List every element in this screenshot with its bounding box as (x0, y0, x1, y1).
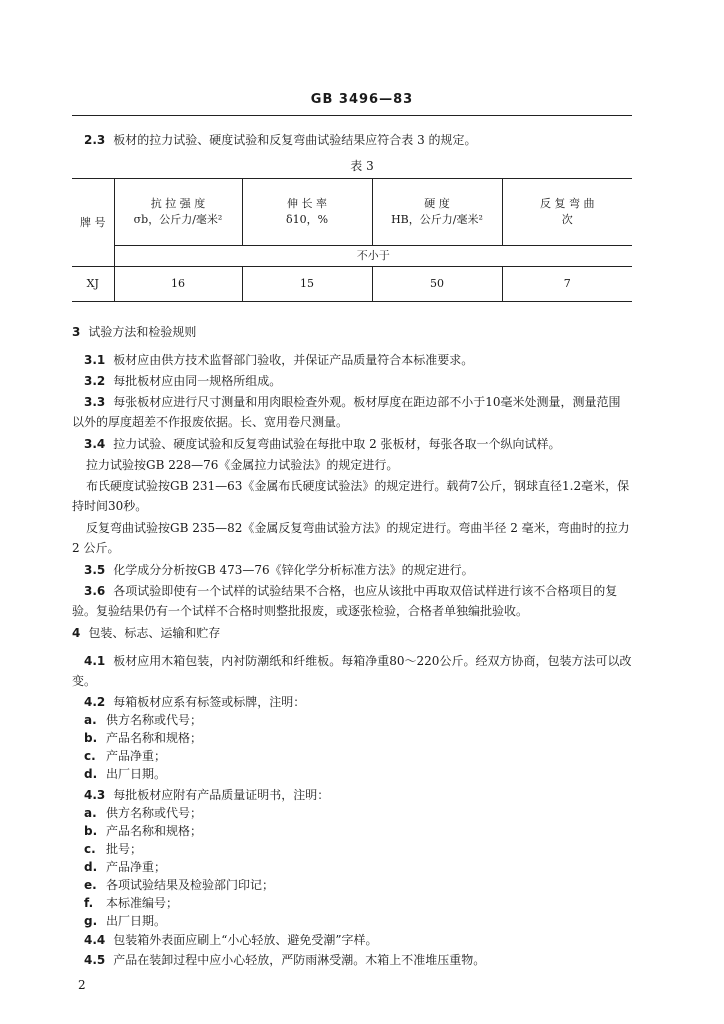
clause-3-1 (84, 350, 634, 370)
section-title: 包装、标志、运输和贮存 (88, 626, 221, 640)
clause-3-2 (84, 371, 634, 391)
clause-3-4-hardness: 布氏硬度试验按GB 231—63《金属布氏硬度试验法》的规定进行。载荷7公斤，钢球直径1.2毫米，保持时间30秒。 (72, 479, 630, 513)
clause-number: 4.1 (84, 654, 106, 668)
header-rule (72, 115, 632, 116)
list-item: b. 产品名称和规格； (84, 731, 203, 745)
not-less-than: 不小于 (114, 246, 632, 267)
header-tensile (114, 179, 242, 246)
clause-text: 每批板材应由同一规格所组成。 (113, 374, 282, 388)
section-number: 3 (72, 325, 81, 339)
clause-4-4 (84, 930, 634, 950)
clause-3-4-tensile: 拉力试验按GB 228—76《金属拉力试验法》的规定进行。 (86, 458, 399, 472)
list-item: g. 出厂日期。 (84, 914, 167, 928)
list-item: b. 产品名称和规格； (84, 824, 203, 838)
standard-header: GB 3496—83 (310, 92, 414, 107)
clause-3-5 (84, 560, 634, 580)
clause-text: 化学成分分析按GB 473—76《锌化学分析标准方法》的规定进行。 (113, 563, 474, 577)
table-caption: 表 3 (350, 159, 374, 173)
clause-text: 各项试验即使有一个试样的试验结果不合格，也应从该批中再取双倍试样进行该不合格项目的复验。复验结果仍有一个试样不合格时则整批报废，或逐张检验，合格者单独编批验收。 (72, 584, 618, 618)
clause-4-5 (84, 950, 634, 970)
clause-text: 每箱板材应系有标签或标牌，注明： (113, 695, 306, 709)
header-hardness-unit: HB，公斤力/毫米² (391, 213, 483, 226)
list-item: c. 产品净重； (84, 749, 167, 763)
section-4-heading (72, 624, 220, 641)
clause-text: 包装箱外表面应刷上“小心轻放、避免受潮”字样。 (113, 933, 378, 947)
clause-4-2 (84, 692, 634, 712)
list-item: a. 供方名称或代号； (84, 713, 203, 727)
clause-number: 4.4 (84, 933, 106, 947)
clause-2-3 (84, 130, 634, 150)
clause-number: 3.4 (84, 437, 106, 451)
page-number: 2 (78, 978, 86, 992)
section-number: 4 (72, 626, 81, 640)
list-item: c. 批号； (84, 842, 143, 856)
table-row (72, 267, 632, 302)
clause-3-4 (84, 434, 634, 454)
clause-text: 每批板材应附有产品质量证明书，注明： (113, 788, 330, 802)
clause-text: 拉力试验、硬度试验和反复弯曲试验在每批中取 2 张板材，每张各取一个纵向试样。 (113, 437, 561, 451)
clause-text: 板材应用木箱包装，内衬防潮纸和纤维板。每箱净重80～220公斤。经双方协商，包装方法可以改变。 (72, 654, 632, 688)
clause-3-3 (72, 392, 632, 432)
section-3-heading (72, 323, 196, 340)
list-item: e. 各项试验结果及检验部门印记； (84, 878, 275, 892)
list-item: d. 出厂日期。 (84, 767, 167, 781)
clause-number: 3.3 (84, 395, 106, 409)
list-item: d. 产品净重； (84, 860, 167, 874)
clause-3-6 (72, 581, 632, 621)
list-item: f. 本标准编号； (84, 896, 179, 910)
clause-number: 3.6 (84, 584, 106, 598)
cell-brand: XJ (72, 267, 114, 302)
clause-number: 3.1 (84, 353, 106, 367)
header-bend-unit: 次 (561, 213, 573, 226)
header-hardness (372, 179, 502, 246)
header-elongation-label: 伸 长 率 (287, 197, 327, 210)
clause-3-4-bend: 反复弯曲试验按GB 235—82《金属反复弯曲试验方法》的规定进行。弯曲半径 2 毫米，弯曲时的拉力 2 公斤。 (72, 521, 630, 555)
header-hardness-label: 硬 度 (424, 197, 450, 210)
header-tensile-unit: σb，公斤力/毫米² (133, 213, 223, 226)
list-item: a. 供方名称或代号； (84, 806, 203, 820)
clause-number: 3.2 (84, 374, 106, 388)
clause-number: 2.3 (84, 133, 106, 147)
clause-text: 板材应由供方技术监督部门验收，并保证产品质量符合本标准要求。 (113, 353, 474, 367)
cell-elongation: 15 (242, 267, 372, 302)
clause-text: 产品在装卸过程中应小心轻放，严防雨淋受潮。木箱上不准堆压重物。 (113, 953, 486, 967)
cell-hardness: 50 (372, 267, 502, 302)
header-bend (502, 179, 632, 246)
header-brand: 牌 号 (72, 179, 114, 267)
header-elongation-unit: δ10，% (285, 213, 329, 226)
cell-tensile: 16 (114, 267, 242, 302)
clause-number: 3.5 (84, 563, 106, 577)
clause-number: 4.3 (84, 788, 106, 802)
clause-number: 4.2 (84, 695, 106, 709)
clause-text: 板材的拉力试验、硬度试验和反复弯曲试验结果应符合表 3 的规定。 (113, 133, 477, 147)
header-elongation (242, 179, 372, 246)
section-title: 试验方法和检验规则 (88, 325, 197, 339)
clause-4-1 (72, 651, 632, 691)
clause-text: 每张板材应进行尺寸测量和用肉眼检查外观。板材厚度在距边部不小于10毫米处测量，测量范围以外的厚度超差不作报废依据。长、宽用卷尺测量。 (72, 395, 621, 429)
header-bend-label: 反 复 弯 曲 (540, 197, 595, 210)
header-tensile-label: 抗 拉 强 度 (150, 197, 206, 210)
clause-number: 4.5 (84, 953, 106, 967)
properties-table (72, 178, 632, 302)
cell-bend: 7 (502, 267, 632, 302)
clause-4-3 (84, 785, 634, 805)
